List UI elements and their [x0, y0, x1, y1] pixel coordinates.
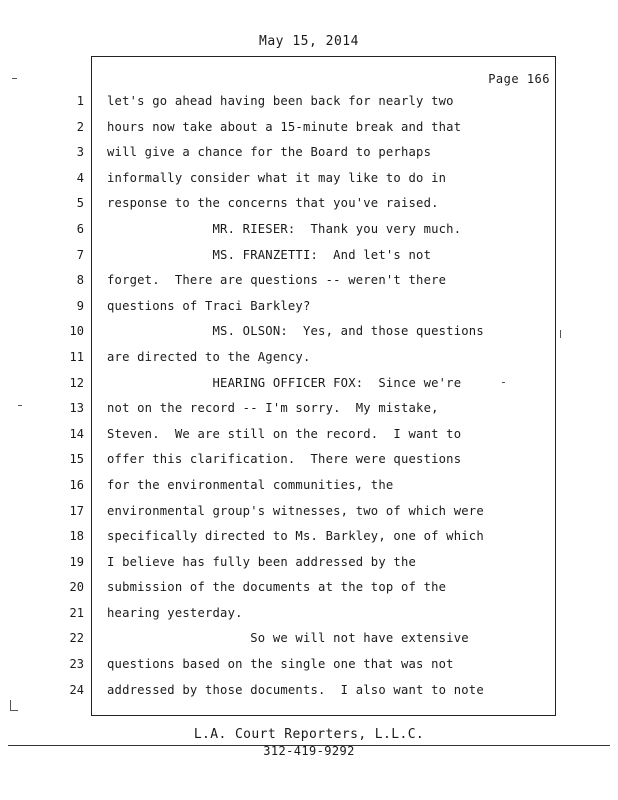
transcript-line: MS. OLSON: Yes, and those questions	[107, 324, 484, 339]
scan-artifact-mark	[502, 382, 505, 383]
transcript-line: specifically directed to Ms. Barkley, one of which	[107, 529, 484, 544]
line-number: 19	[69, 554, 84, 569]
transcript-line: not on the record -- I'm sorry. My mistake,	[107, 401, 439, 416]
line-number: 5	[76, 196, 84, 211]
scan-artifact-mark	[18, 405, 22, 406]
line-number: 11	[69, 349, 84, 364]
transcript-body	[107, 91, 547, 705]
transcript-line: questions based on the single one that was not	[107, 657, 454, 672]
transcript-line: Steven. We are still on the record. I want to	[107, 426, 462, 441]
line-number: 21	[69, 605, 84, 620]
scan-artifact-mark	[560, 330, 561, 338]
line-number: 9	[76, 298, 84, 313]
line-number: 2	[76, 119, 84, 134]
transcript-line: environmental group's witnesses, two of which were	[107, 503, 484, 518]
line-number: 1	[76, 94, 84, 108]
transcript-line: addressed by those documents. I also want to note	[107, 682, 484, 697]
transcript-line: are directed to the Agency.	[107, 349, 311, 364]
transcript-line: So we will not have extensive	[107, 631, 469, 646]
line-number: 4	[76, 170, 84, 185]
transcript-line: hours now take about a 15-minute break and that	[107, 119, 462, 134]
line-number: 23	[69, 657, 84, 672]
line-number: 20	[69, 580, 84, 595]
transcript-line: submission of the documents at the top of the	[107, 580, 447, 595]
line-number-column	[56, 91, 84, 705]
scan-artifact-mark	[10, 700, 11, 710]
scan-artifact-mark	[12, 78, 17, 79]
transcript-line: forget. There are questions -- weren't there	[107, 273, 447, 288]
transcript-line: MR. RIESER: Thank you very much.	[107, 221, 462, 236]
line-number: 14	[69, 426, 84, 441]
line-number: 22	[69, 631, 84, 646]
transcript-line: let's go ahead having been back for nearly two	[107, 94, 454, 108]
footer-phone-number: 312-419-9292	[263, 744, 355, 758]
transcript-line: hearing yesterday.	[107, 605, 243, 620]
transcript-line: for the environmental communities, the	[107, 477, 394, 492]
line-number: 17	[69, 503, 84, 518]
transcript-line: I believe has fully been addressed by the	[107, 554, 417, 569]
line-number: 6	[76, 221, 84, 236]
transcript-line: response to the concerns that you've raised.	[107, 196, 439, 211]
transcript-line: MS. FRANZETTI: And let's not	[107, 247, 432, 262]
line-number: 3	[76, 145, 84, 160]
page-number: Page 166	[488, 72, 550, 86]
transcript-line: HEARING OFFICER FOX: Since we're	[107, 375, 462, 390]
line-number: 13	[69, 401, 84, 416]
footer-company-name: L.A. Court Reporters, L.L.C.	[193, 727, 425, 742]
scan-artifact-mark	[10, 710, 18, 711]
line-number: 7	[76, 247, 84, 262]
transcript-line: will give a chance for the Board to perhaps	[107, 145, 432, 160]
line-number: 10	[69, 324, 84, 339]
transcript-date: May 15, 2014	[259, 34, 359, 49]
line-number: 12	[69, 375, 84, 390]
line-number: 24	[69, 682, 84, 697]
line-number: 15	[69, 452, 84, 467]
line-number: 8	[76, 273, 84, 288]
transcript-line: informally consider what it may like to do in	[107, 170, 447, 185]
transcript-line: offer this clarification. There were questions	[107, 452, 462, 467]
line-number: 16	[69, 477, 84, 492]
transcript-line: questions of Traci Barkley?	[107, 298, 311, 313]
line-number: 18	[69, 529, 84, 544]
